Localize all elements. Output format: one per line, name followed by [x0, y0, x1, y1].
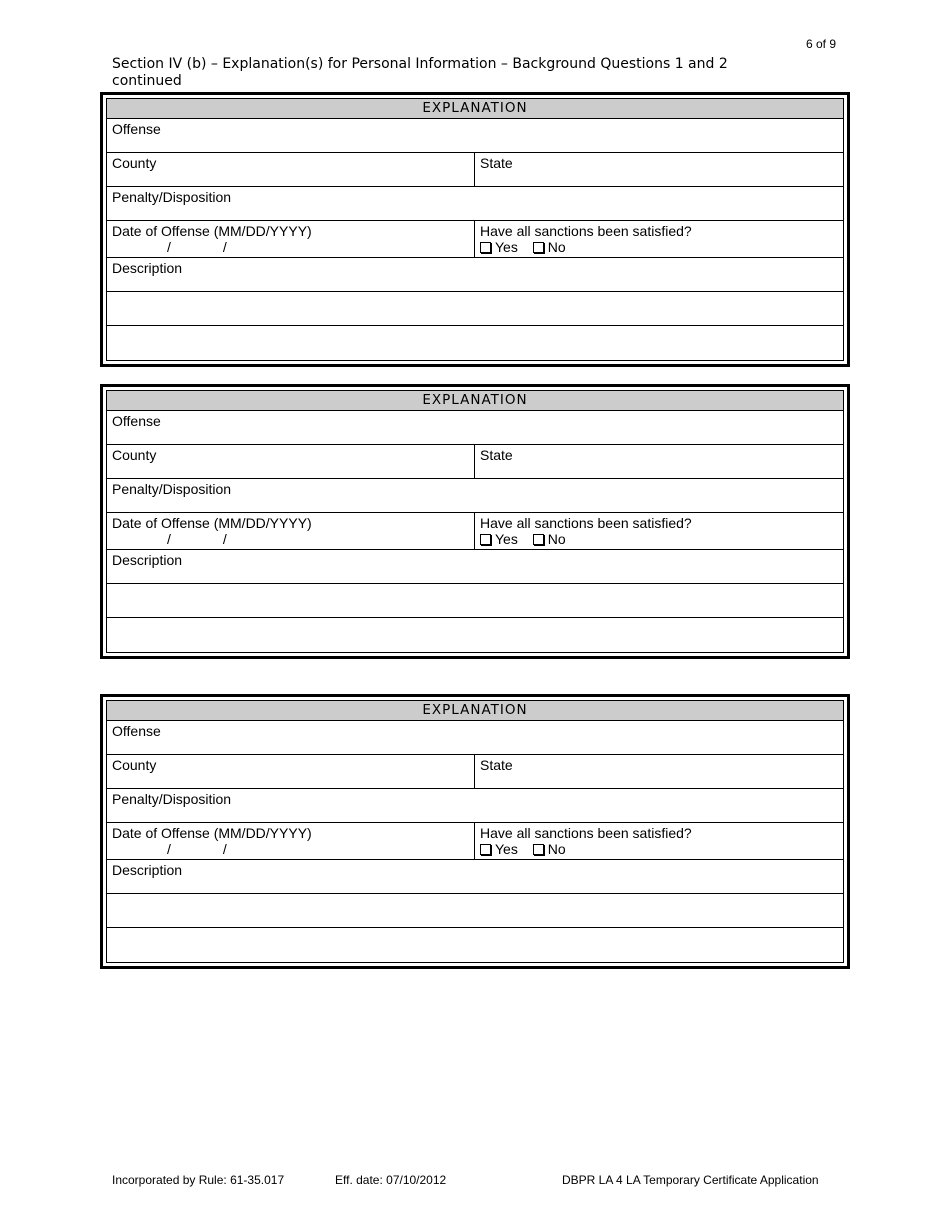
yes-option[interactable]: [480, 841, 518, 857]
county-label: County: [112, 155, 157, 171]
description-row: [107, 860, 843, 894]
yes-label: Yes: [495, 531, 518, 547]
yes-label: Yes: [495, 239, 518, 255]
date-sanctions-row: [107, 513, 843, 550]
explanation-header: EXPLANATION: [107, 99, 843, 119]
date-slashes: [112, 531, 469, 547]
checkbox-icon[interactable]: [533, 844, 544, 855]
county-state-row: [107, 153, 843, 187]
sanctions-field: [475, 221, 843, 257]
description-line[interactable]: [107, 894, 843, 928]
date-slashes: [112, 841, 469, 857]
date-of-offense-label: Date of Offense (MM/DD/YYYY): [112, 515, 312, 531]
county-field[interactable]: [107, 755, 475, 788]
offense-label: Offense: [112, 121, 161, 137]
explanation-box: [100, 384, 850, 659]
description-line[interactable]: [107, 584, 843, 618]
date-slash: /: [167, 531, 171, 547]
no-option[interactable]: [533, 841, 566, 857]
county-field[interactable]: [107, 153, 475, 186]
offense-row: [107, 411, 843, 445]
county-label: County: [112, 447, 157, 463]
no-label: No: [547, 239, 566, 255]
section-title: Section IV (b) – Explanation(s) for Personal Information – Background Questions 1 and 2 continued: [112, 56, 728, 89]
footer-eff-date: Eff. date: 07/10/2012: [335, 1173, 447, 1187]
description-label: Description: [112, 260, 183, 276]
description-field[interactable]: [107, 550, 843, 583]
checkbox-icon[interactable]: [533, 534, 544, 545]
penalty-field[interactable]: [107, 187, 843, 220]
footer-rule: Incorporated by Rule: 61-35.017: [112, 1173, 285, 1187]
date-slash: /: [222, 841, 227, 857]
date-of-offense-label: Date of Offense (MM/DD/YYYY): [112, 223, 312, 239]
description-line[interactable]: [107, 928, 843, 962]
no-label: No: [547, 841, 566, 857]
penalty-row: [107, 789, 843, 823]
offense-field[interactable]: [107, 119, 843, 152]
description-line[interactable]: [107, 618, 843, 652]
checkbox-icon[interactable]: [533, 242, 544, 253]
state-label: State: [480, 155, 513, 171]
offense-field[interactable]: [107, 411, 843, 444]
offense-row: [107, 119, 843, 153]
sanctions-field: [475, 823, 843, 859]
date-of-offense-field[interactable]: [107, 513, 475, 549]
date-slash: /: [222, 531, 227, 547]
sanctions-label: Have all sanctions been satisfied?: [480, 825, 692, 841]
date-of-offense-field[interactable]: [107, 823, 475, 859]
offense-label: Offense: [112, 723, 161, 739]
yes-label: Yes: [495, 841, 518, 857]
sanctions-field: [475, 513, 843, 549]
no-option[interactable]: [533, 531, 566, 547]
description-row: [107, 550, 843, 584]
date-slash: /: [167, 239, 171, 255]
state-field[interactable]: [475, 755, 843, 788]
state-label: State: [480, 757, 513, 773]
offense-label: Offense: [112, 413, 161, 429]
date-of-offense-label: Date of Offense (MM/DD/YYYY): [112, 825, 312, 841]
checkbox-icon[interactable]: [480, 844, 491, 855]
date-slash: /: [222, 239, 227, 255]
penalty-label: Penalty/Disposition: [112, 791, 232, 807]
date-slash: /: [167, 841, 171, 857]
state-label: State: [480, 447, 513, 463]
penalty-row: [107, 187, 843, 221]
description-line[interactable]: [107, 292, 843, 326]
state-field[interactable]: [475, 153, 843, 186]
yes-option[interactable]: [480, 239, 518, 255]
state-field[interactable]: [475, 445, 843, 478]
checkbox-icon[interactable]: [480, 534, 491, 545]
county-state-row: [107, 755, 843, 789]
footer-form-name: DBPR LA 4 LA Temporary Certificate Application: [562, 1173, 819, 1187]
explanation-header: EXPLANATION: [107, 391, 843, 411]
explanation-box: [100, 92, 850, 367]
sanctions-label: Have all sanctions been satisfied?: [480, 515, 692, 531]
explanation-header: EXPLANATION: [107, 701, 843, 721]
penalty-label: Penalty/Disposition: [112, 189, 232, 205]
description-field[interactable]: [107, 860, 843, 893]
date-of-offense-field[interactable]: [107, 221, 475, 257]
description-row: [107, 258, 843, 292]
penalty-label: Penalty/Disposition: [112, 481, 232, 497]
page-number: 6 of 9: [806, 37, 837, 51]
date-sanctions-row: [107, 221, 843, 258]
penalty-row: [107, 479, 843, 513]
penalty-field[interactable]: [107, 789, 843, 822]
offense-field[interactable]: [107, 721, 843, 754]
no-label: No: [547, 531, 566, 547]
description-line[interactable]: [107, 326, 843, 360]
date-sanctions-row: [107, 823, 843, 860]
county-label: County: [112, 757, 157, 773]
date-slashes: [112, 239, 469, 255]
description-label: Description: [112, 862, 183, 878]
checkbox-icon[interactable]: [480, 242, 491, 253]
offense-row: [107, 721, 843, 755]
county-state-row: [107, 445, 843, 479]
explanation-box: [100, 694, 850, 969]
description-label: Description: [112, 552, 183, 568]
sanctions-label: Have all sanctions been satisfied?: [480, 223, 692, 239]
yes-option[interactable]: [480, 531, 518, 547]
penalty-field[interactable]: [107, 479, 843, 512]
county-field[interactable]: [107, 445, 475, 478]
description-field[interactable]: [107, 258, 843, 291]
no-option[interactable]: [533, 239, 566, 255]
